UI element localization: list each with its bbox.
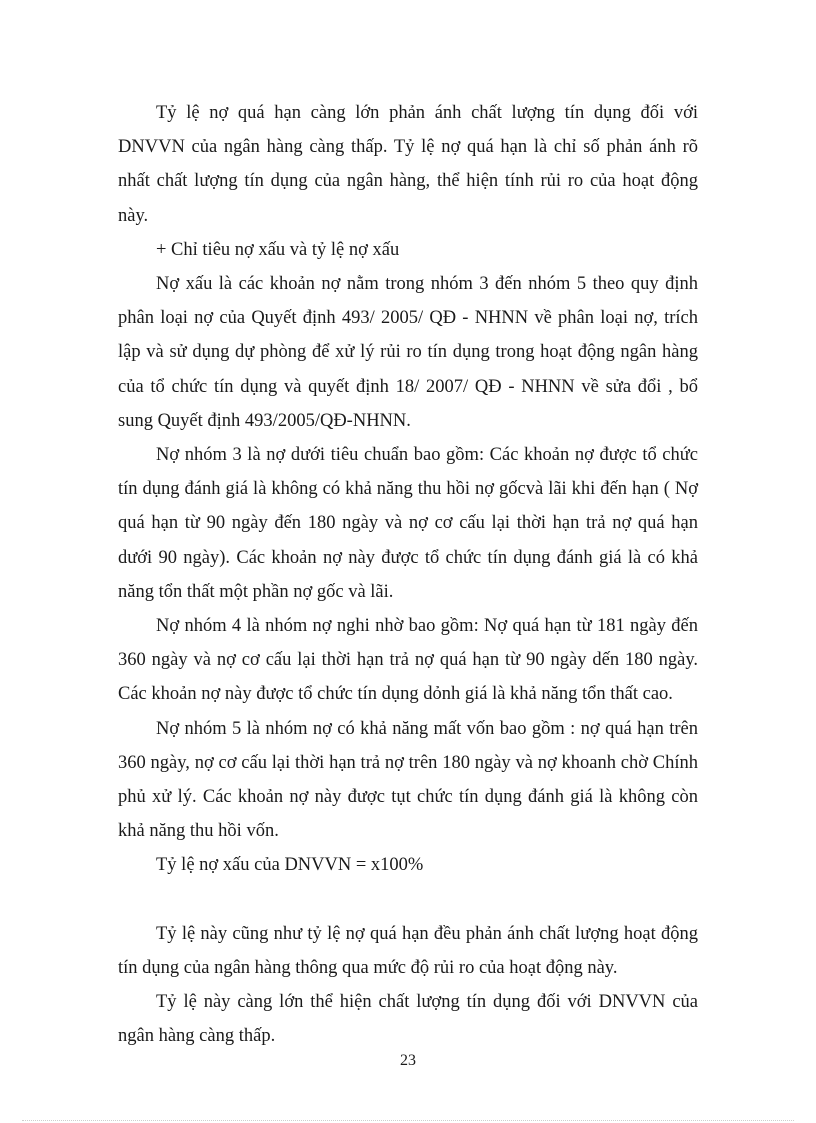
formula-gap (118, 883, 698, 917)
paragraph-group-4: Nợ nhóm 4 là nhóm nợ nghi nhờ bao gồm: Nợ quá hạn từ 181 ngày đến 360 ngày và nợ cơ cấu lại thời hạn trả nợ quá hạn từ 90 ngày dến 180 ngày. Các khoản nợ này được tổ chức tín dụng dỏnh giá là khả năng tổn thất cao. (118, 616, 698, 705)
body-text (118, 96, 698, 1053)
page-number: 23 (400, 1052, 416, 1069)
formula-bad-debt-ratio: Tỷ lệ nợ xấu của DNVVN = x100% (156, 855, 424, 876)
paragraph-bad-debt-definition: Nợ xấu là các khoản nợ nằm trong nhóm 3 đến nhóm 5 theo quy định phân loại nợ của Quyết định 493/ 2005/ QĐ - NHNN về phân loại nợ, trích lập và sử dụng dự phòng để xử lý rủi ro tín dụng trong hoạt động ngân hàng của tổ chức tín dụng và quyết định 18/ 2007/ QĐ - NHNN về sửa đổi , bổ sung Quyết định 493/2005/QĐ-NHNN. (118, 274, 698, 431)
paragraph-group-3: Nợ nhóm 3 là nợ dưới tiêu chuẩn bao gồm: Các khoản nợ được tổ chức tín dụng đánh giá là không có khả năng thu hồi nợ gốcvà lãi khi đến hạn ( Nợ quá hạn từ 90 ngày đến 180 ngày và nợ cơ cấu lại thời hạn trả nợ quá hạn dưới 90 ngày). Các khoản nợ này được tổ chức tín dụng đánh giá là có khả năng tổn thất một phần nợ gốc và lãi. (118, 445, 698, 602)
paragraph-group-5: Nợ nhóm 5 là nhóm nợ có khả năng mất vốn bao gồm : nợ quá hạn trên 360 ngày, nợ cơ cấu lại thời hạn trả nợ trên 180 ngày và nợ khoanh chờ Chính phủ xử lý. Các khoản nợ này được tụt chức tín dụng đánh giá là không còn khả năng thu hồi vốn. (118, 718, 698, 842)
paragraph-npl-ratio-meaning: Tỷ lệ nợ quá hạn càng lớn phản ánh chất lượng tín dụng đối với DNVVN của ngân hàng càng thấp. Tỷ lệ nợ quá hạn là chỉ số phản ánh rõ nhất chất lượng tín dụng của ngân hàng, thể hiện tính rủi ro của hoạt động này. (118, 103, 698, 226)
page-bottom-divider (22, 1120, 794, 1121)
paragraph-bad-debt-heading: + Chỉ tiêu nợ xấu và tỷ lệ nợ xấu (156, 239, 400, 260)
paragraph-ratio-reflects-quality: Tỷ lệ này cũng như tỷ lệ nợ quá hạn đều phản ánh chất lượng hoạt động tín dụng của ngân hàng thông qua mức độ rủi ro của hoạt động này. (118, 923, 698, 978)
paragraph-ratio-larger-lower-quality: Tỷ lệ này càng lớn thể hiện chất lượng tín dụng đối với DNVVN của ngân hàng càng thấp. (118, 992, 698, 1047)
